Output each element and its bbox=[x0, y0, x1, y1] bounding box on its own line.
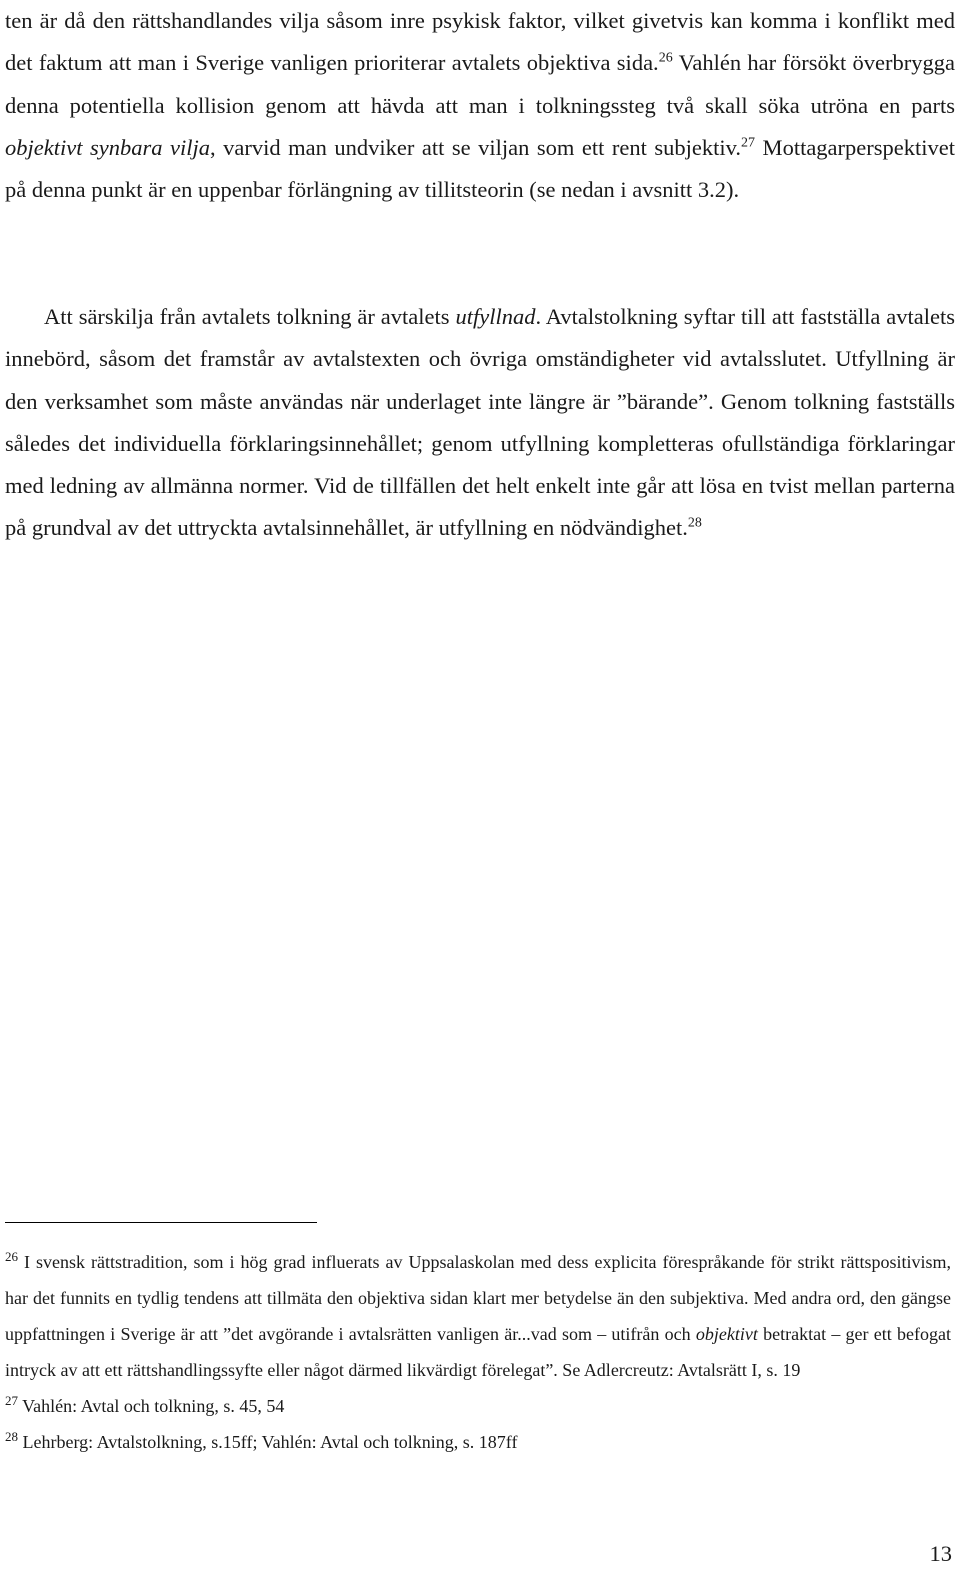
footnote-28 bbox=[5, 1424, 951, 1460]
paragraph-2 bbox=[5, 296, 955, 550]
footnote-divider bbox=[5, 1222, 317, 1223]
paragraph-2-text-b: . Avtalstolkning syftar till att fastställa avtalets innebörd, såsom det framstår av avtalstexten och övriga omständigheter vid avtalsslutet. Utfyllning är den verksamhet som måste användas när underlaget inte längre är ”bärande”. Genom tolkning fastställs således det individuella förklaringsinnehållet; genom utfyllning kompletteras ofullständiga förklaringar med ledning av allmänna normer. Vid de tillfällen det helt enkelt inte går att lösa en tvist mellan parterna på grundval av det uttryckta avtalsinnehållet, är utfyllning en nödvändighet. bbox=[5, 304, 955, 541]
paragraph-1-text-b: Vahlén har försökt överbrygga denna potentiella kollision genom att hävda att man i tolkningssteg två skall söka utröna en parts bbox=[5, 50, 955, 118]
footnote-ref-28[interactable]: 28 bbox=[687, 515, 702, 531]
footnotes bbox=[5, 1244, 951, 1460]
footnote-text: betraktat – ger ett befogat intryck av att ett rättshandlingssyfte eller något därmed likvärdigt förelegat”. Se Adlercreutz: Avtalsrätt I, s. 19 bbox=[5, 1324, 951, 1380]
page-number: 13 bbox=[929, 1541, 952, 1566]
paragraph-1-italic: objektivt synbara vilja bbox=[5, 134, 210, 160]
paragraph-1-text-c: , varvid man undviker att se viljan som ett rent subjektiv. bbox=[209, 134, 742, 160]
footnote-26 bbox=[5, 1244, 951, 1388]
footnote-number: 26 bbox=[5, 1249, 18, 1264]
paragraph-1-text-a: ten är då den rättshandlandes vilja såsom inre psykisk faktor, vilket givetvis kan komma i konflikt med det faktum att man i Sverige vanligen prioriterar avtalets objektiva sida. bbox=[5, 8, 955, 76]
footnote-27 bbox=[5, 1388, 951, 1424]
footnote-text: I svensk rättstradition, som i hög grad influerats av Uppsalaskolan med dess explicita förespråkande för strikt rättspositivism, har det funnits en tydlig tendens att tillmäta den objektiva sidan klart mer betydelse än den subjektiva. Med andra ord, den gängse uppfattningen i Sverige är att ”det avgörande i avtalsrätten vanligen är...vad som – utifrån och bbox=[5, 1252, 951, 1344]
footnote-italic: objektivt bbox=[695, 1324, 758, 1344]
footnote-number: 28 bbox=[5, 1429, 18, 1444]
paragraph-2-text-a: Att särskilja från avtalets tolkning är avtalets bbox=[44, 304, 456, 329]
paragraph-2-italic: utfyllnad bbox=[455, 304, 536, 329]
paragraph-1 bbox=[5, 0, 955, 211]
footnote-text: Vahlén: Avtal och tolkning, s. 45, 54 bbox=[18, 1396, 285, 1416]
footnote-ref-27[interactable]: 27 bbox=[741, 135, 756, 151]
paragraph-1-text-d: Mottagarperspektivet på denna punkt är en uppenbar förlängning av tillitsteorin (se nedan i avsnitt 3.2). bbox=[5, 134, 955, 203]
footnote-text: Lehrberg: Avtalstolkning, s.15ff; Vahlén: Avtal och tolkning, s. 187ff bbox=[18, 1432, 518, 1452]
footnote-number: 27 bbox=[5, 1393, 18, 1408]
footnote-ref-26[interactable]: 26 bbox=[658, 50, 673, 66]
